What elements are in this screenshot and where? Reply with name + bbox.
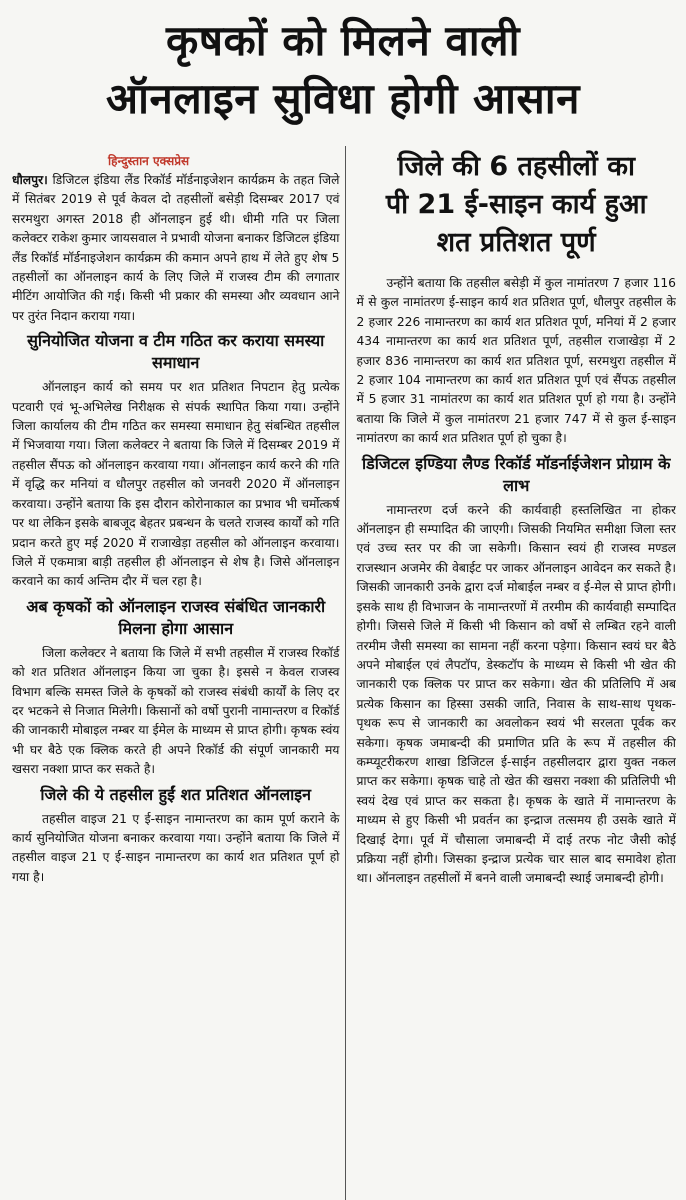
right-column <box>346 146 676 1200</box>
intro-text: डिजिटल इंडिया लैंड रिकॉर्ड मॉर्डनाइजेशन कार्यक्रम के तहत जिले में सितंबर 2019 से पूर्व केवल दो तहसीलों बसेड़ी दिसम्बर 2017 एवं सरमथुरा अगस्त 2018 ही ऑनलाइन हुई थी। धीमी गति पर जिला कलेक्टर राकेश कुमार जायसवाल ने प्रभावी योजना बनाकर डिजिटल इंडिया लैंड रिकॉर्ड मॉर्डनाइजेशन कार्यक्रम की कमान अपने हाथ में लेते हुए शेष 5 तहसीलों का ऑनलाइन कार्य के लिए जिले में राजस्व टीम की लगातार मीटिंग आयोजित की गई। किसी भी प्रकार की समस्या और व्यवधान आने पर तुरंत निदान कराया गया। <box>12 173 340 323</box>
subheading-online-info: अब कृषकों को ऑनलाइन राजस्व संबंधित जानकारी मिलना होगा आसान <box>26 596 326 638</box>
paragraph-program-benefits: नामान्तरण दर्ज करने की कार्यवाही हस्तलिखित ना होकर ऑनलाइन ही सम्पादित की जाएगी। जिसकी नियमित समीक्षा जिला स्तर एवं उच्च स्तर पर की जा सकेगी। किसान स्वयं ही राजस्व मण्डल राजस्थान अजमेर की वेबाईट पर जाकर ऑनलाइन आवेदन कर सकते है। जिसकी जानकारी उनके द्वारा दर्ज मोबाईल नम्बर व ई-मेल से प्राप्त होगी। इसके साथ ही विभाजन के नामान्तरणों में तरमीम की कार्यवाही सम्पादित होगी। जिससे जिले में किसी भी किसान को वर्षो से लम्बित रहने वाली तरमीम जैसी समस्या का सामना नहीं करना पड़ेगा। किसान स्वयं घर बैठे अपने मोबाईल एवं लैपटॉप, डेस्कटॉप के माध्यम से किसी भी खेत की जानकारी एक क्लिक पर प्राप्त कर सकेगा। खेत की प्रतिलिपि में अब प्रत्येक किसान का हिस्सा उसकी जाति, निवास के साथ-साथ पृथक-पृथक रूप से जानकारी का अवलोकन स्वयं भी सरलता पूर्वक कर सकेगा। कृषक जमाबन्दी की प्रमाणित प्रति के रूप में तहसील की कम्प्यूटरीकरण शाखा डिजिटल ई-साईन तहसीलदार द्वारा युक्त नकल प्राप्त कर सकेगा। कृषक चाहे तो खेत की खसरा नक्शा की प्रतिलिपी भी स्वयं देख एवं प्राप्त कर सकता है। कृषक के खाते में नामान्तरण के माध्यम से हुए किसी भी प्रवर्तन का इन्द्राज तत्समय ही उसके खाते में दिखाई देगा। पूर्व में चौसाला जमाबन्दी में दाई तरफ नोट जैसी कोई प्रक्रिया नहीं होगी। जिसका इन्द्राज प्रत्येक चार साल बाद समावेश होता था। ऑनलाइन तहसीलों में बनने वाली जमाबन्दी स्थाई जमाबन्दी होगी। <box>356 502 676 886</box>
headline-line-1: कृषकों को मिलने वाली <box>165 16 521 65</box>
subheading-tehsils-online: जिले की ये तहसील हुईं शत प्रतिशत ऑनलाइन <box>40 784 312 804</box>
source-credit: हिन्दुस्तान एक्सप्रेस <box>108 154 190 168</box>
headline-line-2: ऑनलाइन सुविधा होगी आसान <box>106 74 580 123</box>
subheading-planning: सुनियोजित योजना व टीम गठित कर कराया समस्या समाधान <box>27 331 325 373</box>
paragraph-online-info: जिला कलेक्टर ने बताया कि जिले में सभी तहसील में राजस्व रिकॉर्ड को शत प्रतिशत ऑनलाइन किया जा चुका है। इससे न केवल राजस्व विभाग बल्कि समस्त जिले के कृषकों को राजस्व संबंधी कार्यों के लिए दर दर भटकने से निजात मिलेगी। किसानों को वर्षो पुरानी नामान्तरण व रिकॉर्ड की जानकारी मोबाइल नम्बर या ईमेल के माध्यम से प्राप्त होगी। कृषक स्वंय भी घर बैठे एक क्लिक करते ही अपने रिकॉर्ड की संपूर्ण जानकारी मय खसरा नक्शा प्राप्त कर सकते है। <box>12 645 340 777</box>
article-columns <box>12 146 676 1200</box>
right-headline-line-2: पी 21 ई-साइन कार्य हुआ <box>385 189 647 220</box>
left-column <box>12 146 346 1200</box>
headline <box>0 0 686 128</box>
subheading-program-benefits: डिजिटल इण्डिया लैण्ड रिकॉर्ड मॉडर्नाईजेशन प्रोग्राम के लाभ <box>362 453 671 495</box>
right-headline-line-1: जिले की 6 तहसीलों का <box>397 151 635 182</box>
paragraph-tehsils-online: तहसील वाइज 21 ए ई-साइन नामान्तरण का काम पूर्ण कराने के कार्य सुनियोजित योजना बनाकर करवाया गया। उन्होंने बताया कि जिले में तहसील वाइज 21 ए ई-साइन नामान्तरण का कार्य शत प्रतिशत पूर्ण हो गया है। <box>12 811 340 884</box>
intro-paragraph <box>12 171 339 326</box>
paragraph-tehsil-counts: उन्होंने बताया कि तहसील बसेड़ी में कुल नामांतरण 7 हजार 116 में से कुल नामांतरण ई-साइन कार्य शत प्रतिशत पूर्ण, धौलपुर तहसील के 2 हजार 226 नामान्तरण का कार्य शत प्रतिशत पूर्ण, मनियां में 2 हजार 434 नामान्तरण का कार्य शत प्रतिशत पूर्ण, तहसील राजाखेड़ा में 2 हजार 836 नामान्तरण का कार्य शत प्रतिशत पूर्ण, सरमथुरा तहसील में 2 हजार 104 नामान्तरण का कार्य शत प्रतिशत पूर्ण एवं सैंपऊ तहसील में 5 हजार 31 नामांतरण का कार्य शत प्रतिशत पूर्ण हो गया है। उन्होंने बताया कि जिले में कुल नामांतरण 21 हजार 747 में से कुल ई-साइन नामांतरण का कार्य शत प्रतिशत पूर्ण हो चुका है। <box>356 276 676 446</box>
paragraph-planning: ऑनलाइन कार्य को समय पर शत प्रतिशत निपटान हेतु प्रत्येक पटवारी एवं भू-अभिलेख निरीक्षक से संपर्क स्थापित किया गया। उन्होंने जिला कार्यालय की टीम गठित कर समस्या समाधान हेतु संबन्धित तहसील में भिजवाया गया। जिला कलेक्टर ने बताया कि जिले में दिसम्बर 2019 में तहसील सैंपऊ को ऑनलाइन करवाया गया। ऑनलाइन कार्य करने की गति में वृद्धि कर मनियां व धौलपुर तहसील को जनवरी 2020 में ऑनलाइन करवाया। उन्होंने बताया कि इस दौरान कोरोनाकाल का प्रभाव भी चर्मोत्कर्ष पर था लेकिन इसके बाबजूद बेहतर प्रबन्धन के चलते राजस्व कार्यों को गति प्रदान करते हुए मई 2020 में राजाखेड़ा तहसील को ऑनलाइन करवाया। जिले में एकमात्रा बाड़ी तहसील ही ऑनलाइन से शेष है। जिसे ऑनलाइन करवाने का कार्य अन्तिम दौर में चल रहा है। <box>12 380 340 589</box>
right-headline-line-3: शत प्रतिशत पूर्ण <box>436 227 596 258</box>
right-headline <box>356 148 676 262</box>
dateline: धौलपुर। <box>12 173 48 187</box>
